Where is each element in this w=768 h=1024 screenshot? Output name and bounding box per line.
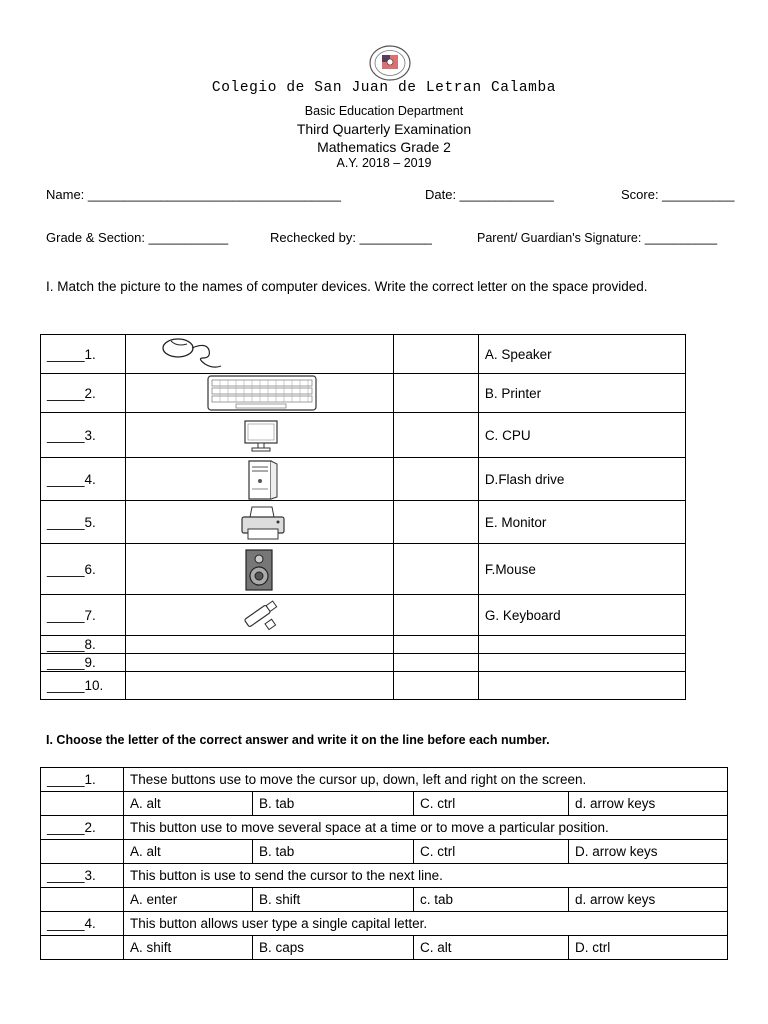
monitor-icon [243, 419, 279, 453]
table-row [41, 374, 686, 413]
question-row [41, 912, 728, 936]
table-row [41, 636, 686, 654]
part1-instruction: I. Match the picture to the names of computer devices. Write the correct letter on the space provided. [46, 279, 648, 294]
keyboard-icon [206, 374, 318, 412]
department: Basic Education Department [304, 104, 464, 118]
item-number[interactable]: _____4. [41, 458, 126, 501]
option: A. alt [124, 840, 253, 864]
academic-year: A.Y. 2018 – 2019 [336, 156, 432, 170]
parent-signature-line: __________ [644, 230, 718, 245]
item-number[interactable]: _____1. [41, 335, 126, 374]
exam-title: Third Quarterly Examination [296, 121, 472, 137]
question-number[interactable]: _____2. [41, 816, 124, 840]
options-row [41, 936, 728, 960]
item-number[interactable]: _____5. [41, 501, 126, 544]
question-text: These buttons use to move the cursor up, down, left and right on the screen. [124, 768, 728, 792]
question-number[interactable]: _____3. [41, 864, 124, 888]
option: B. tab [253, 840, 414, 864]
item-number[interactable]: _____2. [41, 374, 126, 413]
table-row [41, 544, 686, 595]
grade-section-field[interactable]: Grade & Section: ___________ [46, 230, 229, 245]
printer-icon [238, 503, 288, 543]
part2-instruction: I. Choose the letter of the correct answer and write it on the line before each number. [46, 733, 550, 747]
table-row [41, 335, 686, 374]
table-row [41, 413, 686, 458]
question-number[interactable]: _____4. [41, 912, 124, 936]
choice-label: D.Flash drive [478, 458, 685, 501]
question-row [41, 864, 728, 888]
option: D. arrow keys [569, 840, 728, 864]
item-number[interactable]: _____9. [41, 654, 126, 672]
question-row [41, 768, 728, 792]
options-row [41, 840, 728, 864]
choice-label: F.Mouse [478, 544, 685, 595]
option: B. caps [253, 936, 414, 960]
question-text: This button is use to send the cursor to the next line. [124, 864, 728, 888]
choice-label [478, 672, 685, 700]
table-row [41, 501, 686, 544]
mouse-icon [161, 336, 227, 372]
name-field[interactable]: Name: ___________________________________ [46, 187, 341, 202]
parent-signature-field[interactable] [477, 230, 717, 245]
options-row [41, 888, 728, 912]
flash-drive-icon [238, 597, 284, 633]
choice-label: G. Keyboard [478, 595, 685, 636]
table-row [41, 458, 686, 501]
question-text: This button use to move several space at a time or to move a particular position. [124, 816, 728, 840]
matching-table [40, 334, 686, 700]
score-field[interactable]: Score: __________ [621, 187, 735, 202]
choice-label: E. Monitor [478, 501, 685, 544]
choice-label: A. Speaker [478, 335, 685, 374]
subject: Mathematics Grade 2 [317, 139, 451, 155]
item-number[interactable]: _____6. [41, 544, 126, 595]
question-row [41, 816, 728, 840]
choice-label [478, 636, 685, 654]
option: d. arrow keys [569, 888, 728, 912]
option: A. alt [124, 792, 253, 816]
choice-label: C. CPU [478, 413, 685, 458]
option: d. arrow keys [569, 792, 728, 816]
option: c. tab [414, 888, 569, 912]
question-number[interactable]: _____1. [41, 768, 124, 792]
parent-signature-label: Parent/ Guardian's Signature: [477, 231, 645, 245]
options-row [41, 792, 728, 816]
question-text: This button allows user type a single capital letter. [124, 912, 728, 936]
option: B. shift [253, 888, 414, 912]
option: C. ctrl [414, 840, 569, 864]
option: D. ctrl [569, 936, 728, 960]
choice-label: B. Printer [478, 374, 685, 413]
multiple-choice-table [40, 767, 728, 960]
cpu-tower-icon [242, 459, 284, 501]
school-seal-icon [368, 44, 412, 82]
table-row [41, 672, 686, 700]
choice-label [478, 654, 685, 672]
option: C. ctrl [414, 792, 569, 816]
item-number[interactable]: _____10. [41, 672, 126, 700]
item-number[interactable]: _____7. [41, 595, 126, 636]
option: B. tab [253, 792, 414, 816]
table-row [41, 654, 686, 672]
table-row [41, 595, 686, 636]
rechecked-field[interactable]: Rechecked by: __________ [270, 230, 432, 245]
item-number[interactable]: _____3. [41, 413, 126, 458]
option: C. alt [414, 936, 569, 960]
item-number[interactable]: _____8. [41, 636, 126, 654]
school-name: Colegio de San Juan de Letran Calamba [211, 80, 557, 96]
speaker-icon [244, 548, 274, 592]
option: A. enter [124, 888, 253, 912]
date-field[interactable]: Date: _____________ [425, 187, 554, 202]
option: A. shift [124, 936, 253, 960]
